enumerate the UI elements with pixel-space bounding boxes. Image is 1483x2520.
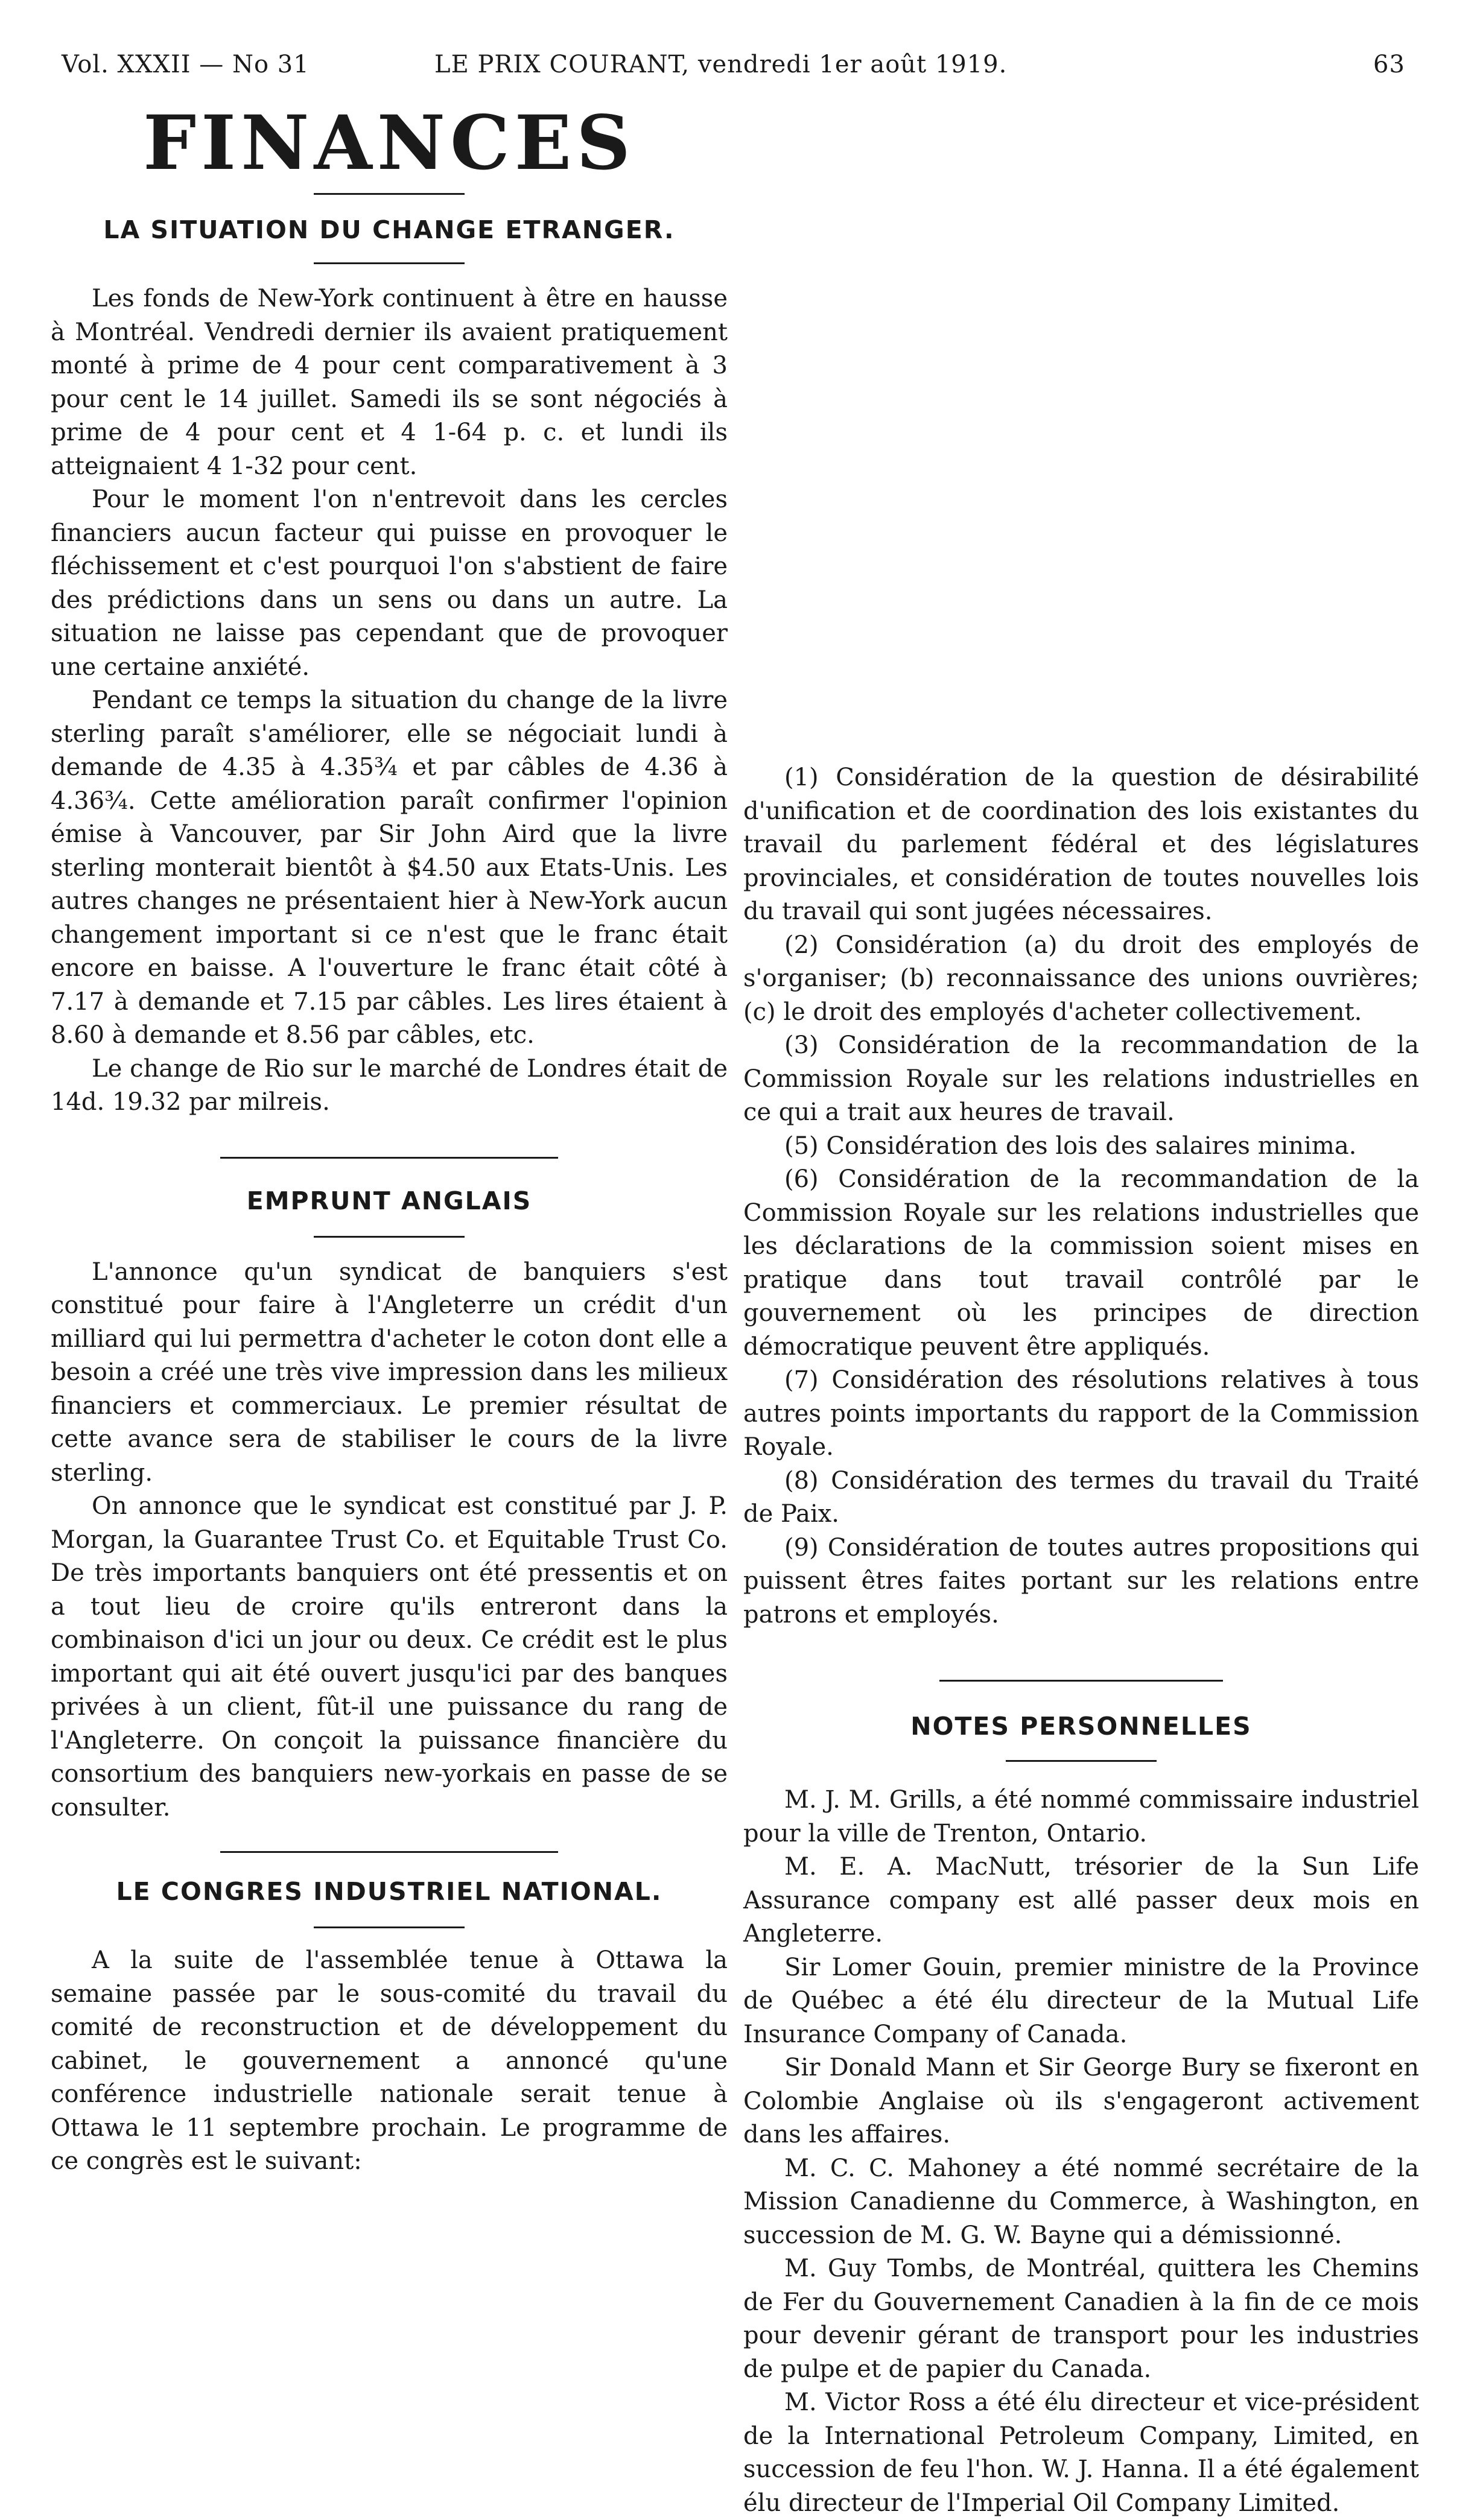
section-title-change: LA SITUATION DU CHANGE ETRANGER. [103,215,675,245]
program-item: (1) Considération de la question de désirabilité d'unification et de coordination des lois existantes du travail du parlement fédéral et des législatures provinciales, et considération de toutes nouvelles lois du travail qui sont jugées nécessaires. [743,764,1419,925]
paragraph: Pour le moment l'on n'entrevoit dans les cercles financiers aucun facteur qui puisse en provoquer le fléchissement et c'est pourquoi l'on s'abstient de faire des prédictions dans un sens ou dans un autre. La situation ne laisse pas cependant que de provoquer une certaine anxiété. [51,486,728,681]
program-item: (3) Considération de la recommandation de la Commission Royale sur les relations industrielles en ce qui a trait aux heures de travail. [743,1031,1419,1126]
section-title-congres: LE CONGRES INDUSTRIEL NATIONAL. [116,1877,662,1907]
program-item: (5) Considération des lois des salaires minima. [784,1132,1357,1160]
section-title-notes: NOTES PERSONNELLES [910,1712,1252,1741]
paragraph: On annonce que le syndicat est constitué par J. P. Morgan, la Guarantee Trust Co. et Equitable Trust Co. De très importants banquiers ont été pressentis et on a tout lieu de croire qu'ils entreront dans la combinaison d'ici un jour ou deux. Ce crédit est le plus important qui ait été ouvert jusqu'ici par des banques privées à un client, fût-il une puissance du rang de l'Angleterre. On conçoit la puissance financière du consortium des banquiers new-yorkais en passe de se consulter. [51,1492,728,1822]
page-header [0,51,1483,93]
program-item: (9) Considération de toutes autres propositions qui puissent êtres faites portant sur les relations entre patrons et employés. [743,1533,1419,1629]
paragraph: Les fonds de New-York continuent à être en hausse à Montréal. Vendredi dernier ils avaient pratiquement monté à prime de 4 pour cent comparativement à 3 pour cent le 14 juillet. Samedi ils se sont négociés à prime de 4 pour cent et 4 1-64 p. c. et lundi ils atteignaient 4 1-32 pour cent. [51,285,728,480]
paragraph: M. Victor Ross a été élu directeur et vice-président de la International Petroleum Company, Limited, en succession de feu l'hon. W. J. Hanna. Il a été également élu directeur de l'Imperial Oil Company Limited. [743,2389,1419,2517]
paragraph: Sir Donald Mann et Sir George Bury se fixeront en Colombie Anglaise où ils s'engageront activement dans les affaires. [743,2054,1419,2148]
volume-number: Vol. XXXII — No 31 [62,51,310,78]
article-congres-intro [51,1944,728,2179]
article-emprunt [51,1256,728,1825]
section-divider [220,1851,558,1853]
paragraph: Le change de Rio sur le marché de Londres était de 14d. 19.32 par milreis. [51,1054,728,1116]
section-rule [1006,1760,1157,1762]
section-divider [939,1680,1223,1682]
program-item: (7) Considération des résolutions relatives à tous autres points importants du rapport de la Commission Royale. [743,1366,1419,1461]
section-title-emprunt: EMPRUNT ANGLAIS [246,1186,532,1215]
left-column [51,90,728,2179]
paragraph: L'annonce qu'un syndicat de banquiers s'est constitué pour faire à l'Angleterre un crédit d'un milliard qui lui permettra d'acheter le coton dont elle a besoin a créé une très vive impression dans les milieux financiers et commerciaux. Le premier résultat de cette avance sera de stabiliser le cours de la livre sterling. [51,1258,728,1487]
paragraph: M. Guy Tombs, de Montréal, quittera les Chemins de Fer du Gouvernement Canadien à la fin de ce mois pour devenir gérant de transport pour les industries de pulpe et de papier du Canada. [743,2255,1419,2383]
section-rule [314,1236,465,1238]
paragraph: Pendant ce temps la situation du change de la livre sterling paraît s'améliorer, elle se négociait lundi à demande de 4.35 à 4.35¾ et par câbles de 4.36 à 4.36¾. Cette amélioration paraît confirmer l'opinion émise à Vancouver, par Sir John Aird que la livre sterling monterait bientôt à $4.50 aux Etats-Unis. Les autres changes ne présentaient hier à New-York aucun changement important si ce n'est que le franc était encore en baisse. A l'ouverture le franc était côté à 7.17 à demande et 7.15 par câbles. Les lires étaient à 8.60 à demande et 8.56 par câbles, etc. [51,686,728,1049]
right-column [743,90,1419,2520]
main-title: FINANCES [143,100,635,187]
article-notes [743,1784,1419,2520]
continued-text-space [743,90,1419,761]
section-rule [314,1926,465,1928]
paragraph: Sir Lomer Gouin, premier ministre de la Province de Québec a été élu directeur de la Mutual Life Insurance Company of Canada. [743,1953,1419,2048]
paragraph: M. E. A. MacNutt, trésorier de la Sun Life Assurance company est allé passer deux mois en Angleterre. [743,1853,1419,1948]
section-rule [314,262,465,264]
page-number: 63 [1373,51,1405,78]
paragraph: M. J. M. Grills, a été nommé commissaire industriel pour la ville de Trenton, Ontario. [743,1786,1419,1847]
publication-line: LE PRIX COURANT, vendredi 1er août 1919. [434,51,1008,78]
article-change [51,282,728,1119]
title-rule [314,193,465,195]
congres-program-list [743,761,1419,1632]
program-item: (8) Considération des termes du travail du Traité de Paix. [743,1466,1419,1528]
paragraph: A la suite de l'assemblée tenue à Ottawa la semaine passée par le sous-comité du travail du comité de reconstruction et de développement du cabinet, le gouvernement a annoncé qu'une conférence industrielle nationale serait tenue à Ottawa le 11 septembre prochain. Le programme de ce congrès est le suivant: [51,1946,728,2176]
section-divider [220,1157,558,1159]
program-item: (2) Considération (a) du droit des employés de s'organiser; (b) reconnaissance des unions ouvrières; (c) le droit des employés d'acheter collectivement. [743,931,1419,1026]
program-item: (6) Considération de la recommandation de la Commission Royale sur les relations industrielles que les déclarations de la commission soient mises en pratique dans tout travail contrôlé par le gouvernement où les principes de direction démocratique peuvent être appliqués. [743,1165,1419,1361]
paragraph: M. C. C. Mahoney a été nommé secrétaire de la Mission Canadienne du Commerce, à Washington, en succession de M. G. W. Bayne qui a démissionné. [743,2154,1419,2249]
